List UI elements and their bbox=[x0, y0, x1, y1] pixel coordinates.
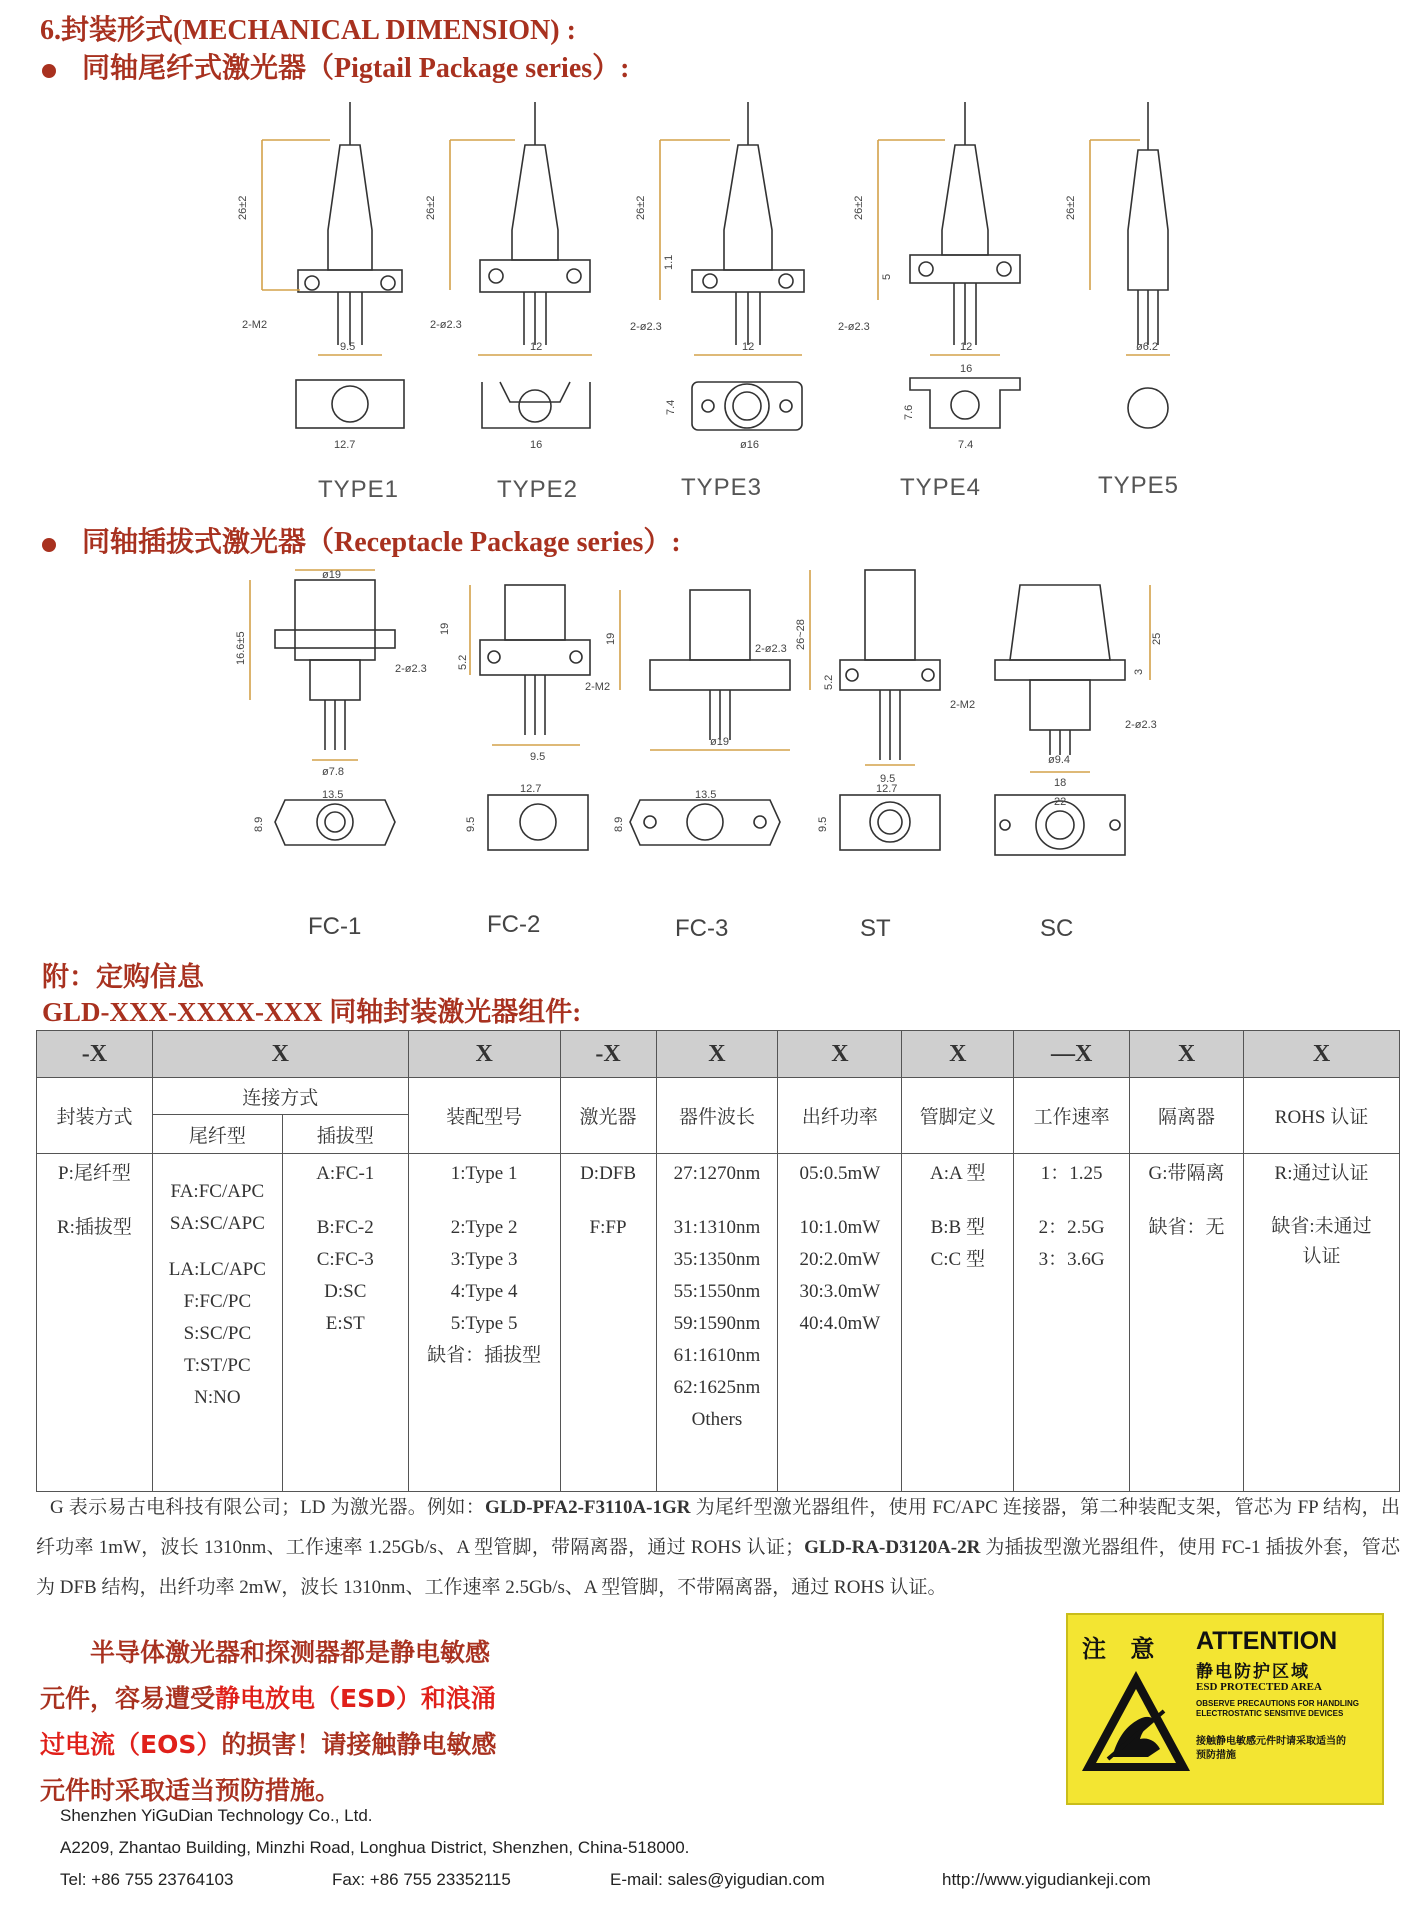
footer-email[interactable]: E-mail: sales@yigudian.com bbox=[610, 1870, 825, 1889]
col-label: 工作速率 bbox=[1014, 1078, 1130, 1154]
option: F:FC/PC bbox=[183, 1291, 252, 1312]
dim: 26~28 bbox=[795, 619, 807, 650]
code-row bbox=[37, 1031, 1400, 1078]
example-code: GLD-PFA2-F3110A-1GR bbox=[485, 1497, 691, 1518]
code-cell: X bbox=[152, 1031, 408, 1078]
esd-sign bbox=[1066, 1613, 1384, 1805]
option: F:FP bbox=[589, 1217, 627, 1238]
col-label: 封装方式 bbox=[37, 1078, 153, 1154]
option: LA:LC/APC bbox=[168, 1259, 266, 1280]
receptacle-label: FC-3 bbox=[675, 915, 729, 942]
order-code-heading: GLD-XXX-XXXX-XXX 同轴封装激光器组件: bbox=[42, 997, 582, 1027]
footer-company: Shenzhen YiGuDian Technology Co., Ltd. bbox=[60, 1806, 373, 1825]
description-text: G 表示易古电科技有限公司；LD 为激光器。例如： bbox=[50, 1497, 486, 1518]
col-label: 激光器 bbox=[560, 1078, 656, 1154]
dim: 5.2 bbox=[823, 674, 835, 690]
pigtail-options bbox=[152, 1154, 282, 1492]
dim: 26±2 bbox=[237, 195, 249, 220]
label-row bbox=[37, 1078, 1400, 1115]
dim: 18 bbox=[1054, 777, 1067, 789]
option: 40:4.0mW bbox=[799, 1313, 881, 1334]
option: 5:Type 5 bbox=[450, 1313, 518, 1334]
option: 缺省：插拔型 bbox=[427, 1345, 542, 1366]
dim: ø7.8 bbox=[322, 766, 345, 778]
description-text: 为尾纤型激光器组件，使用 FC/APC 连接器，第二种装配支架，管芯为 FP 结构，出纤功率 1mW，波长 1310nm、工作速率 1.25Gb/s、A 型管脚，带隔离器，通过 ROHS 认证； bbox=[36, 1497, 1400, 1558]
dim: 2-ø2.3 bbox=[755, 643, 787, 655]
option: R:插拔型 bbox=[56, 1217, 132, 1238]
dim: 2-ø2.3 bbox=[838, 321, 870, 333]
dim: 5.2 bbox=[457, 654, 469, 670]
bullet-icon bbox=[42, 64, 56, 78]
dim: 9.5 bbox=[340, 341, 356, 353]
code-cell: X bbox=[656, 1031, 778, 1078]
fc3-drawing bbox=[605, 590, 790, 845]
esd-hand-icon bbox=[1078, 1667, 1194, 1777]
dim: ø9.4 bbox=[1048, 754, 1071, 766]
code-cell: X bbox=[1244, 1031, 1400, 1078]
dim: 2-M2 bbox=[585, 681, 611, 693]
option: A:FC-1 bbox=[316, 1163, 375, 1184]
dim: ø19 bbox=[322, 569, 341, 581]
option: 30:3.0mW bbox=[799, 1281, 881, 1302]
option: 2：2.5G bbox=[1038, 1217, 1105, 1238]
dim: 7.4 bbox=[665, 399, 677, 415]
code-cell: —X bbox=[1014, 1031, 1130, 1078]
option: 10:1.0mW bbox=[799, 1217, 881, 1238]
dim: 19 bbox=[605, 632, 617, 645]
option: R:通过认证 bbox=[1274, 1163, 1369, 1184]
dim: 16 bbox=[960, 363, 973, 375]
dim: 25 bbox=[1151, 632, 1163, 645]
type5-drawing bbox=[1065, 102, 1170, 428]
receptacle-section-title bbox=[42, 520, 681, 560]
option: C:C 型 bbox=[930, 1249, 985, 1270]
esd-en-body: OBSERVE PRECAUTIONS FOR HANDLING ELECTROSTATIC SENSITIVE DEVICES bbox=[1196, 1699, 1359, 1718]
option: 31:1310nm bbox=[673, 1217, 761, 1238]
option: 20:2.0mW bbox=[799, 1249, 881, 1270]
col-label: 出纤功率 bbox=[778, 1078, 902, 1154]
esd-en-title: ATTENTION bbox=[1196, 1627, 1338, 1655]
dim: 2-ø2.3 bbox=[430, 319, 462, 331]
option: Others bbox=[691, 1409, 743, 1430]
dim: 3 bbox=[1133, 668, 1145, 675]
type-label: TYPE1 bbox=[318, 476, 400, 503]
dim: 12.7 bbox=[876, 783, 898, 795]
dim: 9.5 bbox=[530, 751, 546, 763]
laser-options bbox=[560, 1154, 656, 1492]
option: 62:1625nm bbox=[673, 1377, 761, 1398]
option: FA:FC/APC bbox=[170, 1181, 265, 1202]
type-label: TYPE2 bbox=[497, 476, 579, 503]
dim: 2-M2 bbox=[242, 319, 268, 331]
esd-cn-body: 接触静电敏感元件时请采取适当的预防措施 bbox=[1196, 1736, 1346, 1761]
col-label: 装配型号 bbox=[408, 1078, 560, 1154]
receptacle-drawings bbox=[0, 560, 1418, 920]
dim: 12 bbox=[960, 341, 973, 353]
code-cell: X bbox=[778, 1031, 902, 1078]
options-row bbox=[37, 1154, 1400, 1492]
type-label: TYPE5 bbox=[1098, 472, 1180, 499]
description-text: 为插拔型激光器组件，使用 FC-1 插拔外套，管芯为 DFB 结构，出纤功率 2mW，波长 1310nm、工作速率 2.5Gb/s、A 型管脚，不带隔离器，通过 ROHS 认证。 bbox=[36, 1537, 1400, 1598]
sc-drawing bbox=[995, 585, 1163, 855]
type3-drawing bbox=[630, 102, 804, 451]
code-cell: -X bbox=[37, 1031, 153, 1078]
pin-options bbox=[902, 1154, 1014, 1492]
rohs-options bbox=[1244, 1154, 1400, 1492]
option: 55:1550nm bbox=[673, 1281, 761, 1302]
type4-drawing bbox=[838, 102, 1020, 451]
receptacle-label: FC-1 bbox=[308, 913, 362, 940]
footer-address: A2209, Zhantao Building, Minzhi Road, Longhua District, Shenzhen, China-518000. bbox=[60, 1838, 690, 1857]
col-label: 尾纤型 bbox=[152, 1115, 282, 1154]
dim: 16.6±5 bbox=[235, 631, 247, 665]
st-drawing bbox=[795, 570, 975, 850]
example-code: GLD-RA-D3120A-2R bbox=[804, 1537, 981, 1558]
dim: 13.5 bbox=[322, 789, 344, 801]
option: P:尾纤型 bbox=[58, 1163, 131, 1184]
pigtail-title-text: 同轴尾纤式激光器（Pigtail Package series）: bbox=[82, 53, 630, 84]
dim: 26±2 bbox=[1065, 195, 1077, 220]
dim: ø19 bbox=[710, 736, 729, 748]
warning-line: 半导体激光器和探测器都是静电敏感 bbox=[90, 1638, 491, 1667]
power-options bbox=[778, 1154, 902, 1492]
type2-drawing bbox=[425, 102, 592, 451]
footer-tel: Tel: +86 755 23764103 bbox=[60, 1870, 234, 1889]
assembly-options bbox=[408, 1154, 560, 1492]
option: G:带隔离 bbox=[1148, 1163, 1225, 1184]
type-label: TYPE3 bbox=[681, 474, 763, 501]
option: 27:1270nm bbox=[673, 1163, 761, 1184]
pigtail-drawings bbox=[0, 90, 1418, 510]
dim: 12 bbox=[530, 341, 543, 353]
dim: 12.7 bbox=[334, 439, 356, 451]
dim: 8.9 bbox=[613, 816, 625, 832]
receptacle-options bbox=[282, 1154, 408, 1492]
option: 缺省：无 bbox=[1148, 1217, 1225, 1238]
option: 2:Type 2 bbox=[450, 1217, 518, 1238]
receptacle-title-text: 同轴插拔式激光器（Receptacle Package series）: bbox=[82, 527, 681, 558]
option: N:NO bbox=[194, 1387, 241, 1408]
option: 4:Type 4 bbox=[450, 1281, 518, 1302]
option: 61:1610nm bbox=[673, 1345, 761, 1366]
warning-line: 元件，容易遭受静电放电（ESD）和浪涌 bbox=[40, 1684, 496, 1713]
col-label: 管脚定义 bbox=[902, 1078, 1014, 1154]
option: T:ST/PC bbox=[184, 1355, 251, 1376]
package-options bbox=[37, 1154, 153, 1492]
option: S:SC/PC bbox=[183, 1323, 252, 1344]
dim: 12 bbox=[742, 341, 755, 353]
pigtail-section-title bbox=[42, 46, 629, 86]
esd-cn-sub: 静电防护区域 bbox=[1196, 1662, 1310, 1682]
option: D:DFB bbox=[580, 1163, 637, 1184]
option: 3:Type 3 bbox=[450, 1249, 518, 1270]
esd-en-sub: ESD PROTECTED AREA bbox=[1196, 1681, 1322, 1693]
code-cell: -X bbox=[560, 1031, 656, 1078]
option: B:B 型 bbox=[930, 1217, 985, 1238]
dim: 26±2 bbox=[853, 195, 865, 220]
rate-options bbox=[1014, 1154, 1130, 1492]
dim: 19 bbox=[439, 622, 451, 635]
dim: 2-ø2.3 bbox=[395, 663, 427, 675]
esd-cn-title: 注 意 bbox=[1082, 1634, 1163, 1663]
option: 35:1350nm bbox=[673, 1249, 761, 1270]
dim: 1.1 bbox=[663, 254, 675, 270]
option: A:A 型 bbox=[930, 1163, 986, 1184]
option: 缺省:未通过认证 bbox=[1271, 1216, 1372, 1267]
dim: 22 bbox=[1054, 796, 1067, 808]
fc1-drawing bbox=[235, 569, 427, 845]
dim: 26±2 bbox=[635, 195, 647, 220]
warning-line: 元件时采取适当预防措施。 bbox=[40, 1776, 341, 1805]
type1-drawing bbox=[237, 102, 404, 451]
fc2-drawing bbox=[439, 585, 610, 850]
code-cell: X bbox=[408, 1031, 560, 1078]
dim: 2-M2 bbox=[950, 699, 976, 711]
dim: 8.9 bbox=[253, 816, 265, 832]
wavelength-options bbox=[656, 1154, 778, 1492]
order-table bbox=[36, 1030, 1400, 1492]
order-heading: 附：定购信息 bbox=[42, 962, 204, 992]
isolator-options bbox=[1130, 1154, 1244, 1492]
footer-fax: Fax: +86 755 23352115 bbox=[332, 1870, 511, 1889]
dim: 2-ø2.3 bbox=[630, 321, 662, 333]
col-label: ROHS 认证 bbox=[1244, 1078, 1400, 1154]
dim: 26±2 bbox=[425, 195, 437, 220]
col-label: 隔离器 bbox=[1130, 1078, 1244, 1154]
dim: ø6.2 bbox=[1136, 341, 1159, 353]
example-description bbox=[36, 1488, 1400, 1608]
col-label: 器件波长 bbox=[656, 1078, 778, 1154]
col-label: 插拔型 bbox=[282, 1115, 408, 1154]
option: SA:SC/APC bbox=[169, 1213, 265, 1234]
dim: 7.6 bbox=[903, 404, 915, 420]
esd-warning bbox=[40, 1630, 560, 1814]
dim: 2-ø2.3 bbox=[1125, 719, 1157, 731]
dim: 13.5 bbox=[695, 789, 717, 801]
dim: ø16 bbox=[740, 439, 759, 451]
section-title: 6.封装形式(MECHANICAL DIMENSION) : bbox=[40, 15, 576, 46]
receptacle-label: ST bbox=[860, 915, 891, 942]
dim: 12.7 bbox=[520, 783, 542, 795]
dim: 9.5 bbox=[465, 816, 477, 832]
receptacle-label: FC-2 bbox=[487, 911, 541, 938]
dim: 16 bbox=[530, 439, 543, 451]
option: E:ST bbox=[325, 1313, 365, 1334]
option: D:SC bbox=[324, 1281, 367, 1302]
option: C:FC-3 bbox=[316, 1249, 374, 1270]
dim: 9.5 bbox=[817, 816, 829, 832]
col-label: 连接方式 bbox=[152, 1078, 408, 1115]
dim: 7.4 bbox=[958, 439, 974, 451]
code-cell: X bbox=[902, 1031, 1014, 1078]
receptacle-label: SC bbox=[1040, 915, 1074, 942]
warning-line: 过电流（EOS）的损害！请接触静电敏感 bbox=[40, 1730, 497, 1759]
code-cell: X bbox=[1130, 1031, 1244, 1078]
footer-website[interactable]: http://www.yigudiankeji.com bbox=[942, 1870, 1151, 1889]
option: 59:1590nm bbox=[673, 1313, 761, 1334]
type-label: TYPE4 bbox=[900, 474, 982, 501]
option: 1：1.25 bbox=[1040, 1163, 1103, 1184]
option: 1:Type 1 bbox=[450, 1163, 518, 1184]
dim: 5 bbox=[881, 273, 893, 280]
dim: 9.5 bbox=[880, 773, 896, 785]
option: 3：3.6G bbox=[1038, 1249, 1105, 1270]
bullet-icon bbox=[42, 538, 56, 552]
option: B:FC-2 bbox=[316, 1217, 374, 1238]
option: 05:0.5mW bbox=[799, 1163, 881, 1184]
